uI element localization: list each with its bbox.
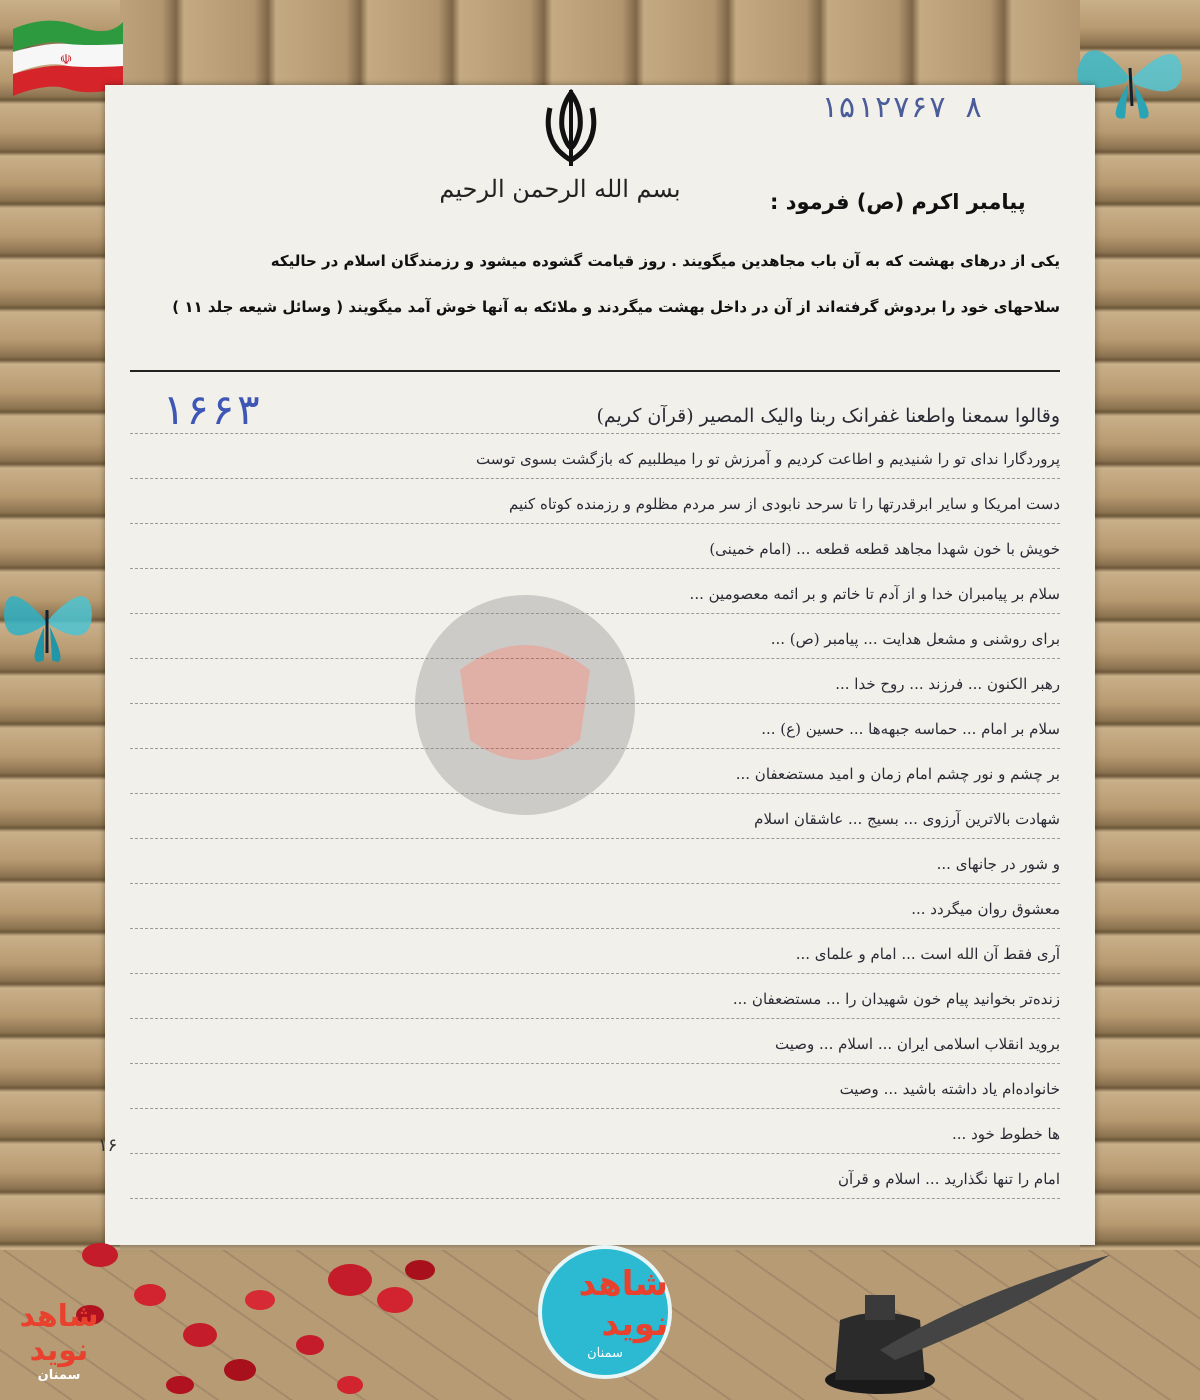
ruled-line (130, 928, 1060, 929)
handwritten-line: برای روشنی و مشعل هدایت ... پیامبر (ص) ... (770, 630, 1060, 648)
logo-text: شاهد نوید (578, 1263, 668, 1344)
corner-logo-subtitle: سمنان (37, 1368, 81, 1383)
handwritten-line: سلام بر پیامبران خدا و از آدم تا خاتم و بر ائمه معصومین ... (689, 585, 1060, 603)
ruled-line (130, 1063, 1060, 1064)
top-sandbag-border (0, 0, 1200, 95)
watermark-logo-icon (400, 580, 650, 830)
handwritten-line: زنده‌تر بخوانید پیام خون شهیدان را ... مستضعفان ... (732, 990, 1060, 1008)
handwritten-line: خانواده‌ام یاد داشته باشید ... وصیت (839, 1080, 1060, 1098)
iran-emblem-icon (540, 88, 602, 168)
right-sandbag-border (1080, 0, 1200, 1400)
handwritten-line: آری فقط آن الله است ... امام و علمای ... (795, 945, 1060, 963)
handwritten-line: امام را تنها نگذارید ... اسلام و قرآن (838, 1170, 1060, 1188)
margin-page-number: ۱۶ (98, 1135, 118, 1156)
corner-logo (14, 1300, 104, 1390)
handwritten-line: خویش با خون شهدا مجاهد قطعه قطعه ... (امام خمینی) (709, 540, 1060, 558)
handwritten-line: شهادت بالاترین آرزوی ... بسیج ... عاشقان اسلام (754, 810, 1060, 828)
handwritten-line: پروردگارا ندای تو را شنیدیم و اطاعت کردیم و آمرزش تو را میطلبیم که بازگشت بسوی توست (476, 450, 1060, 468)
handwritten-line: معشوق روان میگردد ... (911, 900, 1060, 918)
left-sandbag-border (0, 0, 120, 1400)
navid-shahed-logo (538, 1245, 672, 1379)
ruled-line (130, 1018, 1060, 1019)
divider-line (130, 370, 1060, 372)
corner-logo-text: شاهد نوید (19, 1299, 99, 1368)
hadith-line: یکی از درهای بهشت که به آن باب مجاهدین میگویند . روز قیامت گشوده میشود و رزمندگان اسلام در حالیکه (270, 252, 1060, 270)
rose-petals-icon (310, 1250, 440, 1340)
handwritten-line: دست امریکا و سایر ابرقدرتها را تا سرحد نابودی از سر مردم مظلوم و رزمنده کوتاه کنیم (509, 495, 1060, 513)
handwritten-line: رهبر الکنون ... فرزند ... روح خدا ... (835, 675, 1060, 693)
ruled-line (130, 1153, 1060, 1154)
ruled-line (130, 1198, 1060, 1199)
hadith-line: سلاحهای خود را بردوش گرفته‌اند از آن در داخل بهشت میگردند و ملائکه به آنها خوش آمد میگویند ( وسائل شیعه جلد ۱۱ ) (172, 298, 1060, 316)
ruled-line (130, 433, 1060, 434)
handwritten-line: بروید انقلاب اسلامی ایران ... اسلام ... وصیت (775, 1035, 1060, 1053)
ruled-line (130, 883, 1060, 884)
ruled-line (130, 1108, 1060, 1109)
ruled-line (130, 568, 1060, 569)
document-number: ۱۵۱۲۷۶۷ ۸ (820, 90, 983, 125)
ruled-line (130, 478, 1060, 479)
prophet-quote-title: پیامبر اکرم (ص) فرمود : (770, 190, 1026, 214)
butterfly-icon (0, 565, 95, 675)
handwritten-blue-number: ۱۶۶۳ (160, 385, 262, 434)
inkwell-quill-icon (820, 1250, 1120, 1400)
handwritten-line: بر چشم و نور چشم امام زمان و امید مستضعفان ... (735, 765, 1060, 783)
handwritten-line: و شور در جانهای ... (936, 855, 1060, 873)
handwritten-line: وقالوا سمعنا واطعنا غفرانک ربنا والیک المصیر (قرآن کریم) (596, 405, 1060, 427)
logo-subtitle: سمنان (587, 1345, 623, 1361)
ruled-line (130, 838, 1060, 839)
handwritten-line: ها خطوط خود ... (952, 1125, 1060, 1143)
ruled-line (130, 523, 1060, 524)
handwritten-line: سلام بر امام ... حماسه جبهه‌ها ... حسین (ع) ... (761, 720, 1060, 738)
ruled-line (130, 973, 1060, 974)
svg-text:☫: ☫ (59, 52, 73, 68)
bismillah-heading: بسم الله الرحمن الرحیم (439, 175, 681, 203)
